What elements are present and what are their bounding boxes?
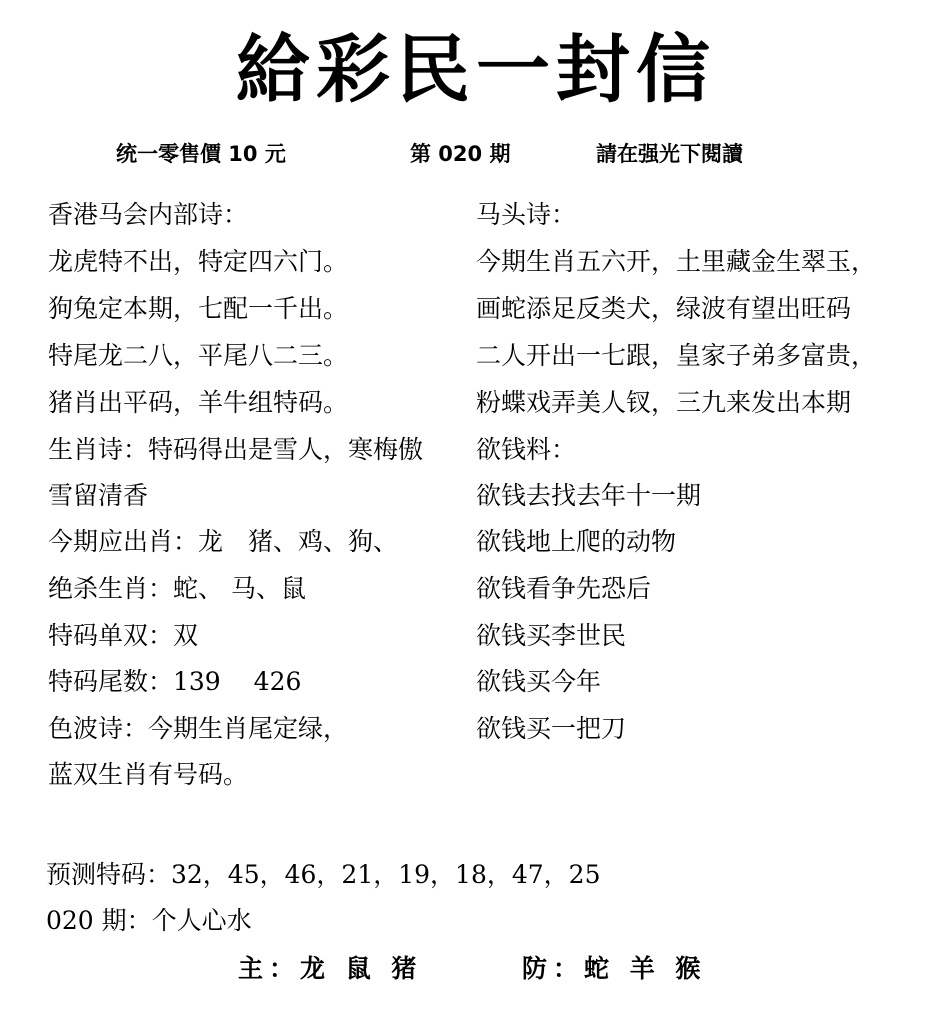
- letter-title: 給彩民一封信: [236, 27, 716, 113]
- right-line: 欲钱去找去年十一期: [476, 481, 702, 510]
- right-line: 欲钱买今年: [476, 667, 602, 696]
- right-line: 今期生肖五六开，土里藏金生翠玉，: [476, 247, 877, 276]
- header-note: 請在强光下閱讀: [596, 142, 743, 166]
- main-pick: 主：龙 鼠 猪: [238, 954, 423, 983]
- right-line: 粉蝶戏弄美人钗，三九来发出本期: [476, 388, 852, 417]
- left-line: 特码单双：双: [48, 621, 199, 650]
- left-line: 雪留清香: [48, 481, 149, 510]
- left-line: 特尾龙二八，平尾八二三。: [48, 341, 349, 370]
- left-line: 蓝双生肖有号码。: [48, 760, 249, 789]
- left-line: 龙虎特不出，特定四六门。: [48, 247, 349, 276]
- right-line: 欲钱买一把刀: [476, 714, 627, 743]
- header-price: 统一零售價 10 元: [116, 142, 286, 166]
- defense-pick: 防：蛇 羊 猴: [522, 954, 707, 983]
- right-line: 二人开出一七跟，皇家子弟多富贵，: [476, 341, 877, 370]
- right-line: 欲钱看争先恐后: [476, 574, 652, 603]
- left-line: 色波诗：今期生肖尾定绿，: [48, 714, 349, 743]
- left-line: 特码尾数：139 426: [48, 667, 302, 696]
- right-line: 马头诗：: [476, 200, 577, 229]
- right-line: 欲钱料：: [476, 435, 577, 464]
- right-line: 欲钱地上爬的动物: [476, 527, 677, 556]
- right-line: 画蛇添足反类犬，绿波有望出旺码: [476, 294, 852, 323]
- left-line: 今期应出肖：龙 猪、鸡、狗、: [48, 527, 399, 556]
- left-line: 生肖诗：特码得出是雪人，寒梅傲: [48, 435, 424, 464]
- issue-tip-line: 020 期：个人心水: [46, 906, 252, 935]
- left-line: 狗兔定本期，七配一千出。: [48, 294, 349, 323]
- left-line: 香港马会内部诗：: [48, 200, 249, 229]
- prediction-line: 预测特码：32，45，46，21，19，18，47，25: [46, 860, 601, 889]
- header-issue: 第 020 期: [410, 142, 511, 166]
- right-line: 欲钱买李世民: [476, 621, 627, 650]
- left-line: 猪肖出平码，羊牛组特码。: [48, 388, 349, 417]
- left-line: 绝杀生肖：蛇、 马、鼠: [48, 574, 306, 603]
